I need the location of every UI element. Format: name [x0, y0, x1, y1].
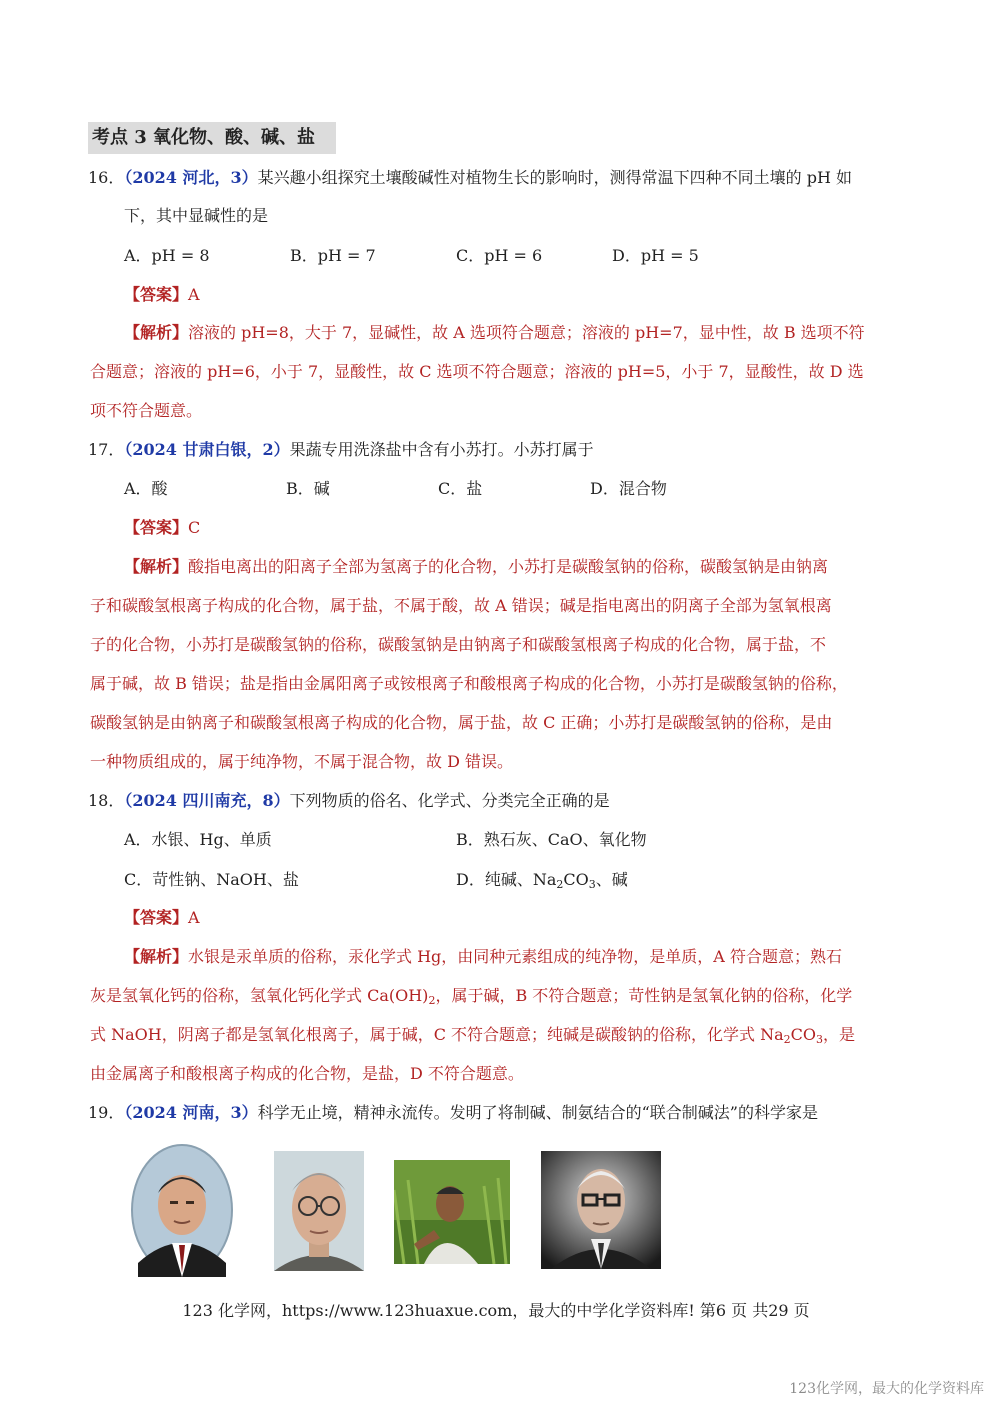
option-a: A．水银、Hg、单质: [124, 830, 272, 849]
answer-value: A: [188, 285, 200, 304]
subscript: 2: [783, 1033, 791, 1046]
question-17-stem: [88, 438, 594, 462]
option-a: A．酸: [124, 479, 168, 498]
question-number: 16．: [88, 168, 125, 187]
option-b: B．pH = 7: [290, 246, 376, 265]
analysis-text: 水银是汞单质的俗称，汞化学式 Hg，由同种元素组成的纯净物，是单质，A 符合题意；熟石: [188, 947, 842, 966]
watermark: 123化学网，最大的化学资料库: [789, 1381, 984, 1397]
option-c: C．苛性钠、NaOH、盐: [124, 870, 299, 889]
analysis-18-line-4: 由金属离子和酸根离子构成的化合物，是盐，D 不符合题意。: [90, 1064, 524, 1083]
subscript: 2: [556, 878, 564, 891]
question-text: 果蔬专用洗涤盐中含有小苏打。小苏打属于: [289, 440, 594, 459]
analysis-tag: 【解析】: [124, 557, 189, 576]
option-d-text: CO: [563, 870, 589, 889]
question-source: （2024 四川南充，8）: [124, 791, 290, 810]
answer-17: [124, 516, 200, 540]
option-c: C．盐: [438, 479, 483, 498]
question-source: （2024 河北，3）: [124, 168, 258, 187]
question-number: 17．: [88, 440, 125, 459]
analysis-17-line-2: 子和碳酸氢根离子构成的化合物，属于盐，不属于酸，故 A 错误；碱是指电离出的阴离子全部为氢氧根离: [90, 596, 832, 615]
analysis-text: 溶液的 pH=8，大于 7，显碱性，故 A 选项符合题意；溶液的 pH=7，显中性，故 B 选项不符: [188, 323, 865, 342]
analysis-text: 酸指电离出的阳离子全部为氢离子的化合物，小苏打是碳酸氢钠的俗称，碳酸氢钠是由钠离: [188, 557, 829, 576]
analysis-18-line-3: [90, 1023, 855, 1047]
question-text: 科学无止境，精神永流传。发明了将制碱、制氨结合的“联合制碱法”的科学家是: [257, 1103, 818, 1122]
subscript: 3: [816, 1033, 824, 1046]
question-16-stem: [88, 166, 852, 190]
option-d-text: 、碱: [595, 870, 628, 889]
question-source: （2024 甘肃白银，2）: [124, 440, 290, 459]
subscript: 3: [588, 878, 596, 891]
portrait-photo-3: [394, 1160, 510, 1264]
question-number: 18．: [88, 791, 125, 810]
analysis-text: 式 NaOH，阴离子都是氢氧化根离子，属于碱，C 不符合题意；纯碱是碳酸钠的俗称，化学式 Na: [90, 1025, 784, 1044]
question-18-stem: [88, 789, 610, 813]
page-footer: 123 化学网，https://www.123huaxue.com，最大的中学化学资料库! 第6 页 共29 页: [182, 1301, 810, 1320]
analysis-17-line-4: 属于碱，故 B 错误；盐是指由金属阳离子或铵根离子和酸根离子构成的化合物，小苏打是碳酸氢钠的俗称，: [90, 674, 848, 693]
option-c: C．pH = 6: [456, 246, 543, 265]
analysis-18-line-2: [90, 984, 852, 1008]
answer-16: [124, 283, 200, 307]
option-b: B．碱: [286, 479, 330, 498]
portrait-photo-1: [130, 1143, 234, 1277]
option-d: [456, 868, 628, 892]
question-19-stem: [88, 1101, 818, 1125]
portrait-photo-2: [274, 1151, 364, 1271]
analysis-17-line-5: 碳酸氢钠是由钠离子和碳酸氢根离子构成的化合物，属于盐，故 C 正确；小苏打是碳酸氢钠的俗称，是由: [90, 713, 833, 732]
option-d-text: D．纯碱、Na: [456, 870, 557, 889]
option-d: D．pH = 5: [612, 246, 699, 265]
question-16-stem-cont: 下，其中显碱性的是: [124, 206, 269, 225]
analysis-17-line-3: 子的化合物，小苏打是碳酸氢钠的俗称，碳酸氢钠是由钠离子和碳酸氢根离子构成的化合物，属于盐，不: [90, 635, 827, 654]
portrait-photo-4: [541, 1151, 661, 1269]
option-a: A．pH = 8: [124, 246, 210, 265]
answer-tag: 【答案】: [124, 518, 189, 537]
analysis-16-line-3: 项不符合题意。: [90, 401, 203, 420]
answer-value: A: [188, 908, 200, 927]
answer-value: C: [188, 518, 201, 537]
analysis-17-line-6: 一种物质组成的，属于纯净物，不属于混合物，故 D 错误。: [90, 752, 514, 771]
analysis-text: ，是: [823, 1025, 856, 1044]
answer-18: [124, 906, 200, 930]
answer-tag: 【答案】: [124, 285, 189, 304]
analysis-16-line-1: [124, 321, 865, 345]
question-number: 19．: [88, 1103, 125, 1122]
question-text: 下列物质的俗名、化学式、分类完全正确的是: [289, 791, 610, 810]
analysis-18-line-1: [124, 945, 842, 969]
analysis-text: 灰是氢氧化钙的俗称，氢氧化钙化学式 Ca(OH): [90, 986, 429, 1005]
option-d: D．混合物: [590, 479, 667, 498]
section-title: 考点 3 氧化物、酸、碱、盐: [88, 122, 336, 154]
analysis-tag: 【解析】: [124, 947, 189, 966]
option-b: B．熟石灰、CaO、氧化物: [456, 830, 647, 849]
analysis-text: ，属于碱，B 不符合题意；苛性钠是氢氧化钠的俗称，化学: [435, 986, 853, 1005]
analysis-tag: 【解析】: [124, 323, 189, 342]
analysis-16-line-2: 合题意；溶液的 pH=6，小于 7，显酸性，故 C 选项不符合题意；溶液的 pH=5，小于 7，显酸性，故 D 选: [90, 362, 864, 381]
answer-tag: 【答案】: [124, 908, 189, 927]
question-text: 某兴趣小组探究土壤酸碱性对植物生长的影响时，测得常温下四种不同土壤的 pH 如: [257, 168, 852, 187]
question-source: （2024 河南，3）: [124, 1103, 258, 1122]
subscript: 2: [428, 994, 436, 1007]
analysis-17-line-1: [124, 555, 828, 579]
analysis-text: CO: [790, 1025, 817, 1044]
